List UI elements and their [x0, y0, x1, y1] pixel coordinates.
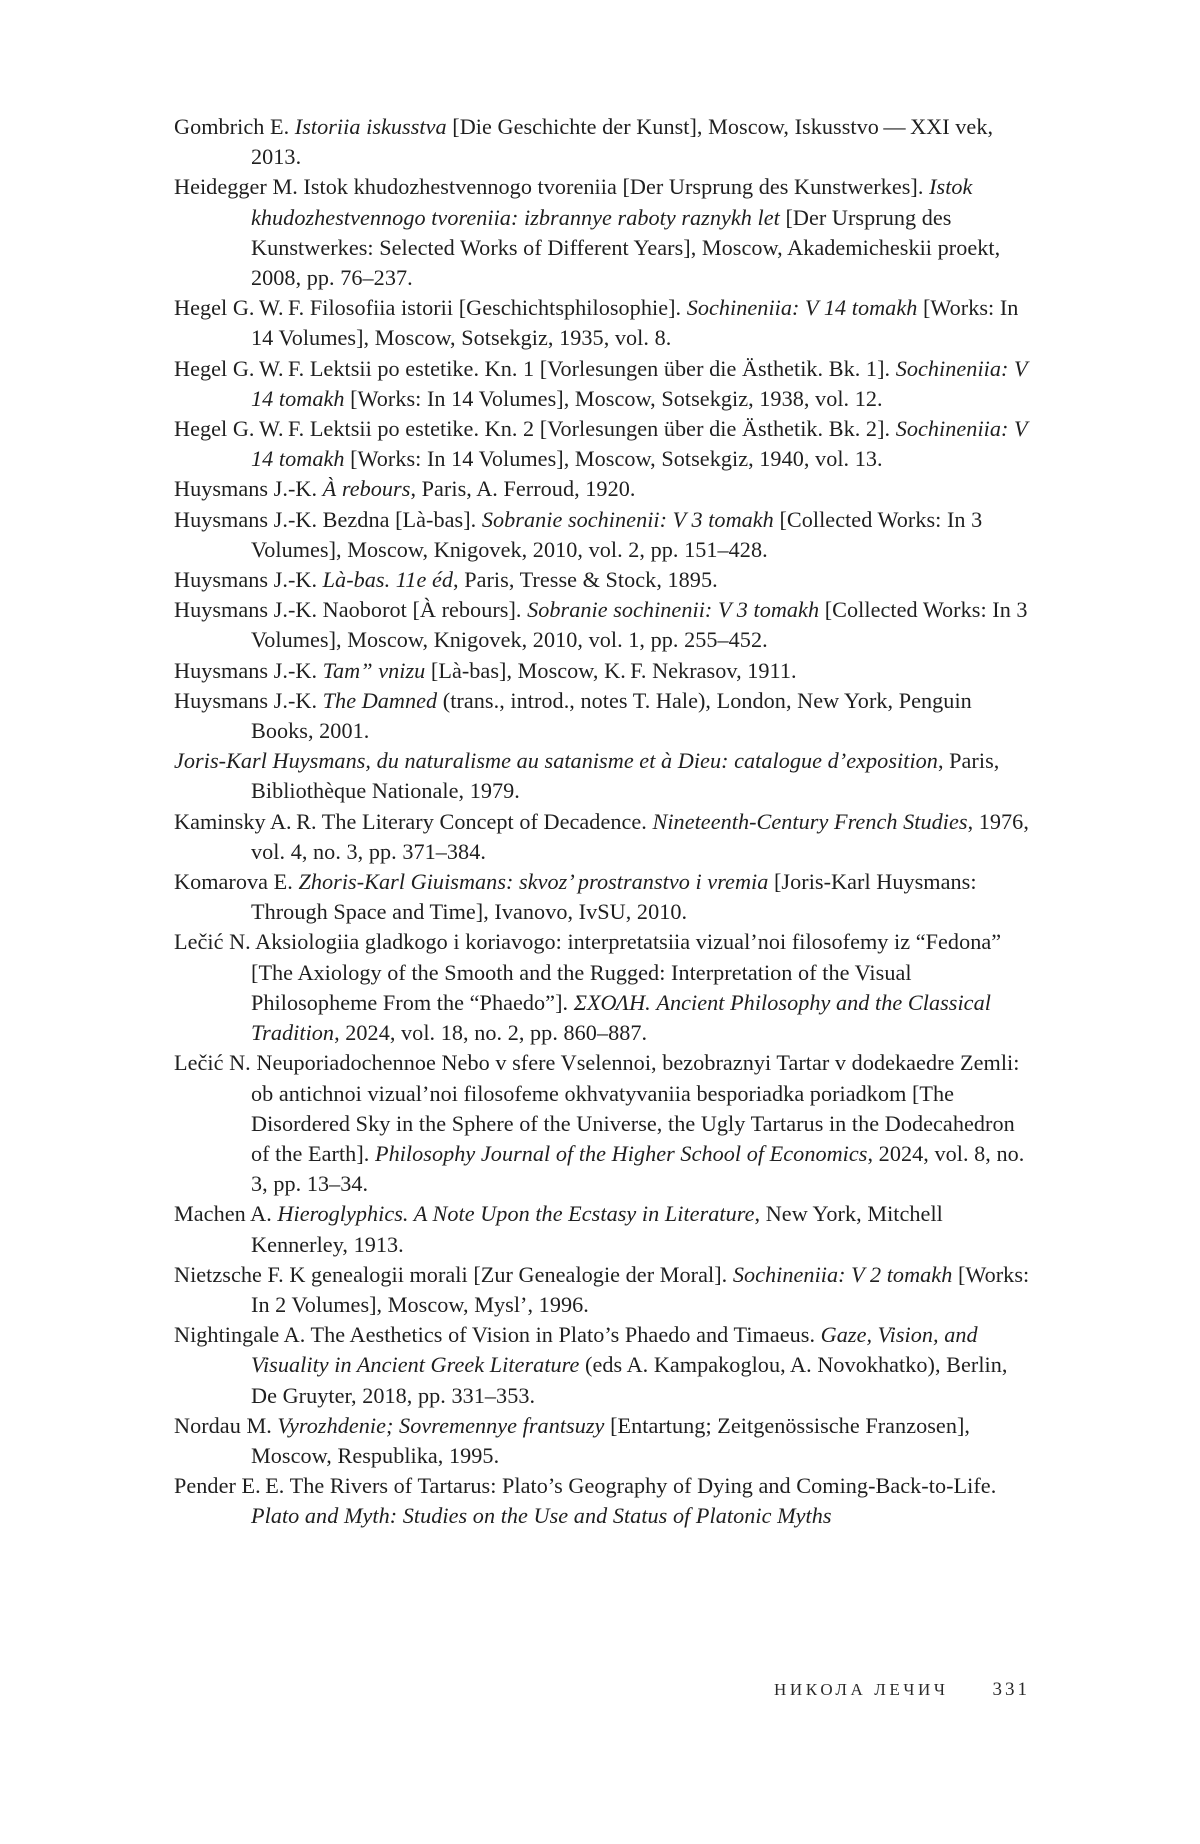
reference-title-italic: Sobranie sochinenii: V 3 tomakh	[481, 506, 774, 532]
reference-entry	[174, 807, 1030, 867]
reference-text: , 1976, vol. 4, no. 3, pp. 371–384.	[251, 808, 1029, 864]
reference-entry	[174, 1048, 1030, 1199]
reference-text: Kaminsky A. R. The Literary Concept of Decadence.	[174, 808, 653, 834]
reference-text: Lečić N. Aksiologiia gladkogo i koriavogo: interpretatsiia vizual’noi filosofemy iz “Fedona” [The Axiology of the Smooth and the Rugged: Interpretation of the Visual Philosopheme From the “Phaedo”].	[174, 929, 1002, 1015]
reference-text: Huysmans J.-K.	[174, 567, 323, 593]
reference-text: Gombrich E.	[174, 114, 295, 139]
reference-text: (eds A. Kampakoglou, A. Novokhatko), Berlin, De Gruyter, 2018, pp. 331–353.	[251, 1352, 1008, 1408]
reference-title-italic: Sochineniia: V 14 tomakh	[686, 295, 918, 321]
reference-text: Huysmans J.-K. Bezdna [Là-bas].	[174, 506, 482, 532]
reference-entry	[174, 867, 1030, 927]
reference-text: Hegel G. W. F. Lektsii po estetike. Kn. 2 [Vorlesungen über die Ästhetik. Bk. 2].	[174, 416, 896, 442]
reference-entry	[174, 565, 1030, 595]
reference-text: [Die Geschichte der Kunst], Moscow, Iskusstvo — XXI vek, 2013.	[251, 114, 994, 170]
reference-text: [Collected Works: In 3 Volumes], Moscow, Knigovek, 2010, vol. 2, pp. 151–428.	[251, 506, 983, 562]
reference-text: Hegel G. W. F. Lektsii po estetike. Kn. 1 [Vorlesungen über die Ästhetik. Bk. 1].	[174, 355, 896, 381]
reference-title-italic: Gaze, Vision, and Visuality in Ancient Greek Literature	[251, 1322, 978, 1378]
reference-text: [Works: In 14 Volumes], Moscow, Sotsekgiz, 1938, vol. 12.	[344, 385, 883, 411]
reference-entry	[174, 354, 1030, 414]
reference-text: Huysmans J.-K.	[174, 657, 323, 683]
reference-text: [Entartung; Zeitgenössische Franzosen], Moscow, Respublika, 1995.	[251, 1412, 970, 1468]
reference-text: Huysmans J.-K.	[174, 687, 323, 713]
reference-text: Komarova E.	[174, 869, 299, 895]
reference-title-italic: Philosophy Journal of the Higher School of Economics	[374, 1140, 868, 1166]
reference-text: [Collected Works: In 3 Volumes], Moscow, Knigovek, 2010, vol. 1, pp. 255–452.	[251, 597, 1028, 653]
reference-text: Pender E. E. The Rivers of Tartarus: Plato’s Geography of Dying and Coming-Back-to-Life.	[174, 1473, 997, 1499]
reference-title-italic: Zhoris-Karl Giuismans: skvoz’ prostranstvo i vremia	[298, 869, 769, 895]
reference-text: Heidegger M. Istok khudozhestvennogo tvoreniia [Der Ursprung des Kunstwerkes].	[174, 174, 930, 200]
reference-entry	[174, 414, 1030, 474]
reference-text: , 2024, vol. 18, no. 2, pp. 860–887.	[334, 1020, 648, 1046]
reference-text: Nordau M.	[174, 1412, 278, 1438]
reference-text: , Paris, A. Ferroud, 1920.	[410, 476, 636, 502]
reference-title-italic: The Damned	[322, 687, 438, 713]
reference-entry	[174, 656, 1030, 686]
reference-entry	[174, 172, 1030, 293]
reference-text: , New York, Mitchell Kennerley, 1913.	[251, 1201, 943, 1257]
reference-title-italic: Sochineniia: V 14 tomakh	[251, 416, 1028, 472]
reference-title-italic: ΣΧΟΛΗ. Ancient Philosophy and the Classical Tradition	[251, 989, 991, 1046]
reference-list	[174, 112, 1030, 1532]
reference-title-italic: Sochineniia: V 2 tomakh	[732, 1261, 953, 1287]
reference-text: [Là-bas], Moscow, K. F. Nekrasov, 1911.	[425, 657, 797, 683]
reference-entry	[174, 1411, 1030, 1471]
reference-title-italic: Nineteenth-Century French Studies	[652, 808, 968, 834]
reference-text: , Paris, Tresse & Stock, 1895.	[453, 567, 718, 593]
reference-title-italic: À rebours	[322, 476, 411, 502]
reference-entry	[174, 927, 1030, 1048]
reference-title-italic: Tam” vnizu	[322, 657, 426, 683]
page-number: 331	[992, 1679, 1030, 1700]
reference-entry	[174, 505, 1030, 565]
reference-text: , Paris, Bibliothèque Nationale, 1979.	[251, 748, 1000, 804]
reference-title-italic: Vyrozhdenie; Sovremennye frantsuzy	[277, 1412, 605, 1438]
reference-text: [Works: In 14 Volumes], Moscow, Sotsekgiz, 1935, vol. 8.	[251, 295, 1019, 351]
reference-text: Nietzsche F. K genealogii morali [Zur Genealogie der Moral].	[174, 1261, 733, 1287]
reference-entry	[174, 1260, 1030, 1320]
reference-title-italic: Sochineniia: V 14 tomakh	[251, 355, 1028, 411]
reference-text: (trans., introd., notes T. Hale), London, New York, Penguin Books, 2001.	[251, 687, 972, 744]
reference-title-italic: Joris-Karl Huysmans, du naturalisme au satanisme et à Dieu: catalogue d’exposition	[174, 748, 938, 774]
reference-entry	[174, 1199, 1030, 1259]
reference-text: Machen A.	[174, 1201, 278, 1227]
reference-entry	[174, 112, 1030, 172]
reference-title-italic: Sobranie sochinenii: V 3 tomakh	[527, 597, 820, 623]
reference-text: [Der Ursprung des Kunstwerkes: Selected Works of Different Years], Moscow, Akademicheskii proekt, 2008, pp. 76–237.	[251, 204, 1001, 291]
reference-title-italic: Plato and Myth: Studies on the Use and Status of Platonic Myths	[251, 1503, 832, 1529]
reference-text: Huysmans J.-K.	[174, 476, 323, 502]
reference-entry	[174, 1471, 1030, 1531]
reference-entry	[174, 595, 1030, 655]
reference-text: [Joris-Karl Huysmans: Through Space and Time], Ivanovo, IvSU, 2010.	[251, 869, 977, 925]
reference-title-italic: Istoriia iskusstva	[294, 114, 447, 139]
reference-title-italic: Hieroglyphics. A Note Upon the Ecstasy in Literature	[277, 1201, 755, 1227]
reference-title-italic: Istok khudozhestvennogo tvoreniia: izbrannye raboty raznykh let	[251, 174, 973, 230]
running-author: НИКОЛА ЛЕЧИЧ	[774, 1680, 949, 1699]
reference-entry	[174, 1320, 1030, 1411]
reference-text: [Works: In 14 Volumes], Moscow, Sotsekgiz, 1940, vol. 13.	[344, 446, 883, 472]
reference-text: Huysmans J.-K. Naoborot [À rebours].	[174, 597, 528, 623]
reference-text: , 2024, vol. 8, no. 3, pp. 13–34.	[251, 1140, 1025, 1197]
reference-entry	[174, 686, 1030, 746]
reference-title-italic: Là-bas. 11e éd	[322, 567, 453, 593]
reference-text: Hegel G. W. F. Filosofiia istorii [Geschichtsphilosophie].	[174, 295, 687, 321]
reference-text: [Works: In 2 Volumes], Moscow, Mysl’, 1996.	[251, 1261, 1030, 1317]
reference-entry	[174, 746, 1030, 806]
reference-text: Lečić N. Neuporiadochennoe Nebo v sfere Vselennoi, bezobraznyi Tartar v dodekaedre Zemli: ob antichnoi vizual’noi filosofeme okhvatyvaniia besporiadka poriadkom [The Disordered Sky in the Sphere of the Universe, the Ugly Tartarus in the Dodecahedron of the Earth].	[174, 1050, 1020, 1166]
page-footer	[735, 1673, 1030, 1707]
reference-text: Nightingale A. The Aesthetics of Vision in Plato’s Phaedo and Timaeus.	[174, 1322, 821, 1348]
reference-entry	[174, 293, 1030, 353]
reference-entry	[174, 474, 1030, 504]
